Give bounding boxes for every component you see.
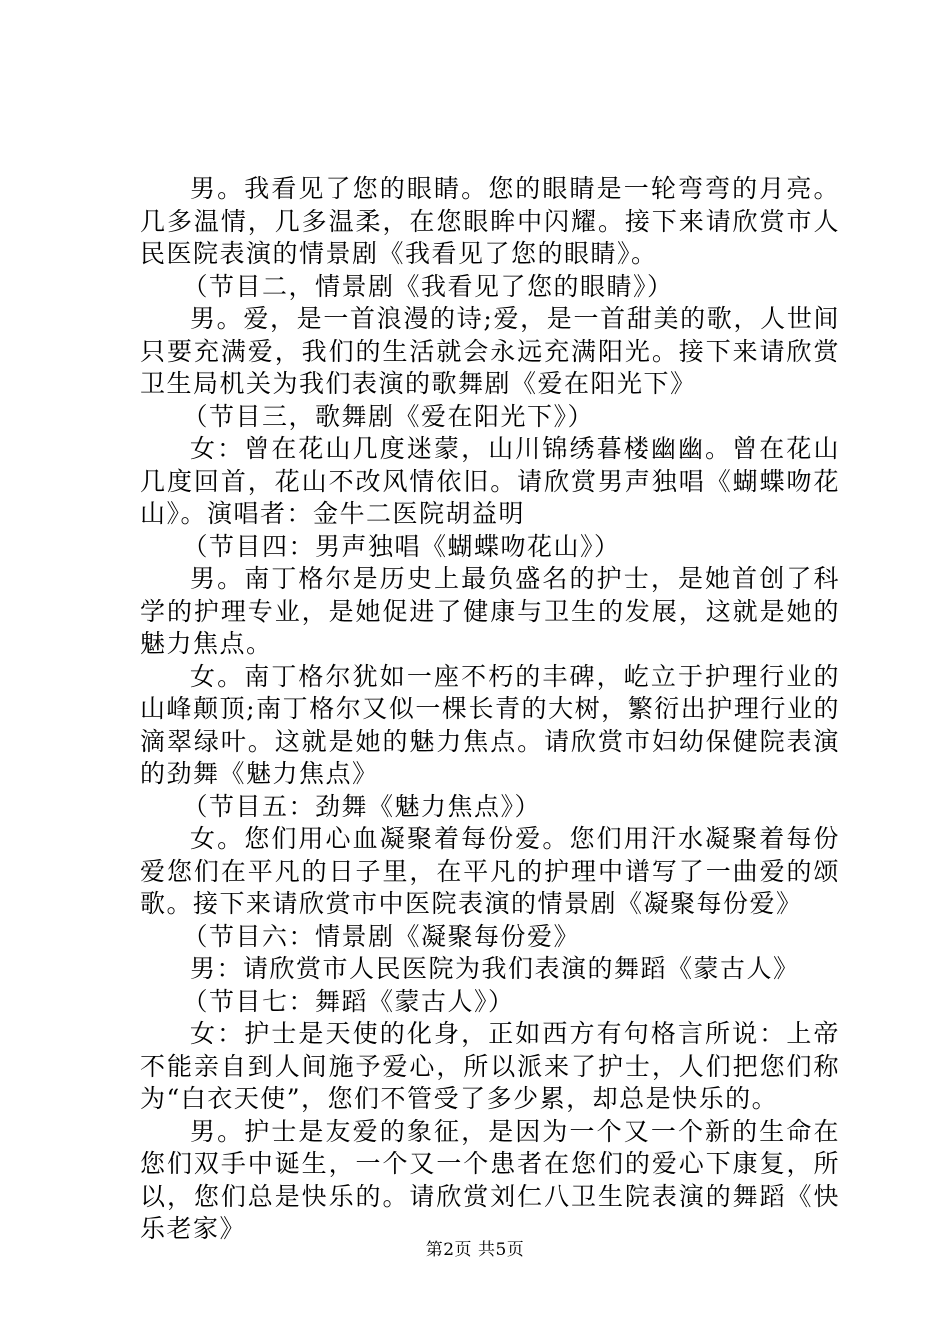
paragraph-stage-direction: （节目六：情景剧《凝聚每份爱》	[182, 921, 581, 951]
paragraph: 女。您们用心血凝聚着每份爱。您们用汗水凝聚着每份爱您们在平凡的日子里，在平凡的护理中谱写了一曲爱的颂歌。接下来请欣赏市中医院表演的情景剧《凝聚每份爱》	[140, 824, 840, 918]
paragraph: 女：曾在花山几度迷蒙，山川锦绣暮楼幽幽。曾在花山几度回首，花山不改风情依旧。请欣赏男声独唱《蝴蝶吻花山》。演唱者：金牛二医院胡益明	[140, 434, 840, 528]
paragraph: 男。爱，是一首浪漫的诗;爱，是一首甜美的歌，人世间只要充满爱，我们的生活就会永远充满阳光。接下来请欣赏卫生局机关为我们表演的歌舞剧《爱在阳光下》	[140, 304, 840, 398]
paragraph: 女：护士是天使的化身，正如西方有句格言所说：上帝不能亲自到人间施予爱心，所以派来了护士，人们把您们称为“白衣天使”，您们不管受了多少累，却总是快乐的。	[140, 1019, 840, 1113]
paragraph: 男。我看见了您的眼睛。您的眼睛是一轮弯弯的月亮。几多温情，几多温柔，在您眼眸中闪耀。接下来请欣赏市人民医院表演的情景剧《我看见了您的眼睛》。	[140, 174, 840, 268]
paragraph-stage-direction: （节目四：男声独唱《蝴蝶吻花山》）	[182, 531, 621, 561]
paragraph: 女。南丁格尔犹如一座不朽的丰碑，屹立于护理行业的山峰颠顶;南丁格尔又似一棵长青的大树，繁衍出护理行业的滴翠绿叶。这就是她的魅力焦点。请欣赏市妇幼保健院表演的劲舞《魅力焦点》	[140, 661, 840, 788]
paragraph-stage-direction: （节目二，情景剧《我看见了您的眼睛》）	[182, 271, 674, 301]
page-footer: 第2页 共5页	[425, 1240, 525, 1260]
paragraph: 男：请欣赏市人民医院为我们表演的舞蹈《蒙古人》	[190, 954, 800, 983]
paragraph-stage-direction: （节目三，歌舞剧《爱在阳光下》）	[182, 401, 595, 431]
document-body	[140, 173, 840, 1246]
paragraph-stage-direction: （节目七：舞蹈《蒙古人》）	[182, 986, 515, 1016]
paragraph: 男。护士是友爱的象征，是因为一个又一个新的生命在您们双手中诞生，一个又一个患者在您们的爱心下康复，所以，您们总是快乐的。请欣赏刘仁八卫生院表演的舞蹈《快乐老家》	[140, 1116, 840, 1243]
paragraph-stage-direction: （节目五：劲舞《魅力焦点》）	[182, 791, 542, 821]
paragraph: 男。南丁格尔是历史上最负盛名的护士，是她首创了科学的护理专业，是她促进了健康与卫生的发展，这就是她的魅力焦点。	[140, 564, 840, 658]
